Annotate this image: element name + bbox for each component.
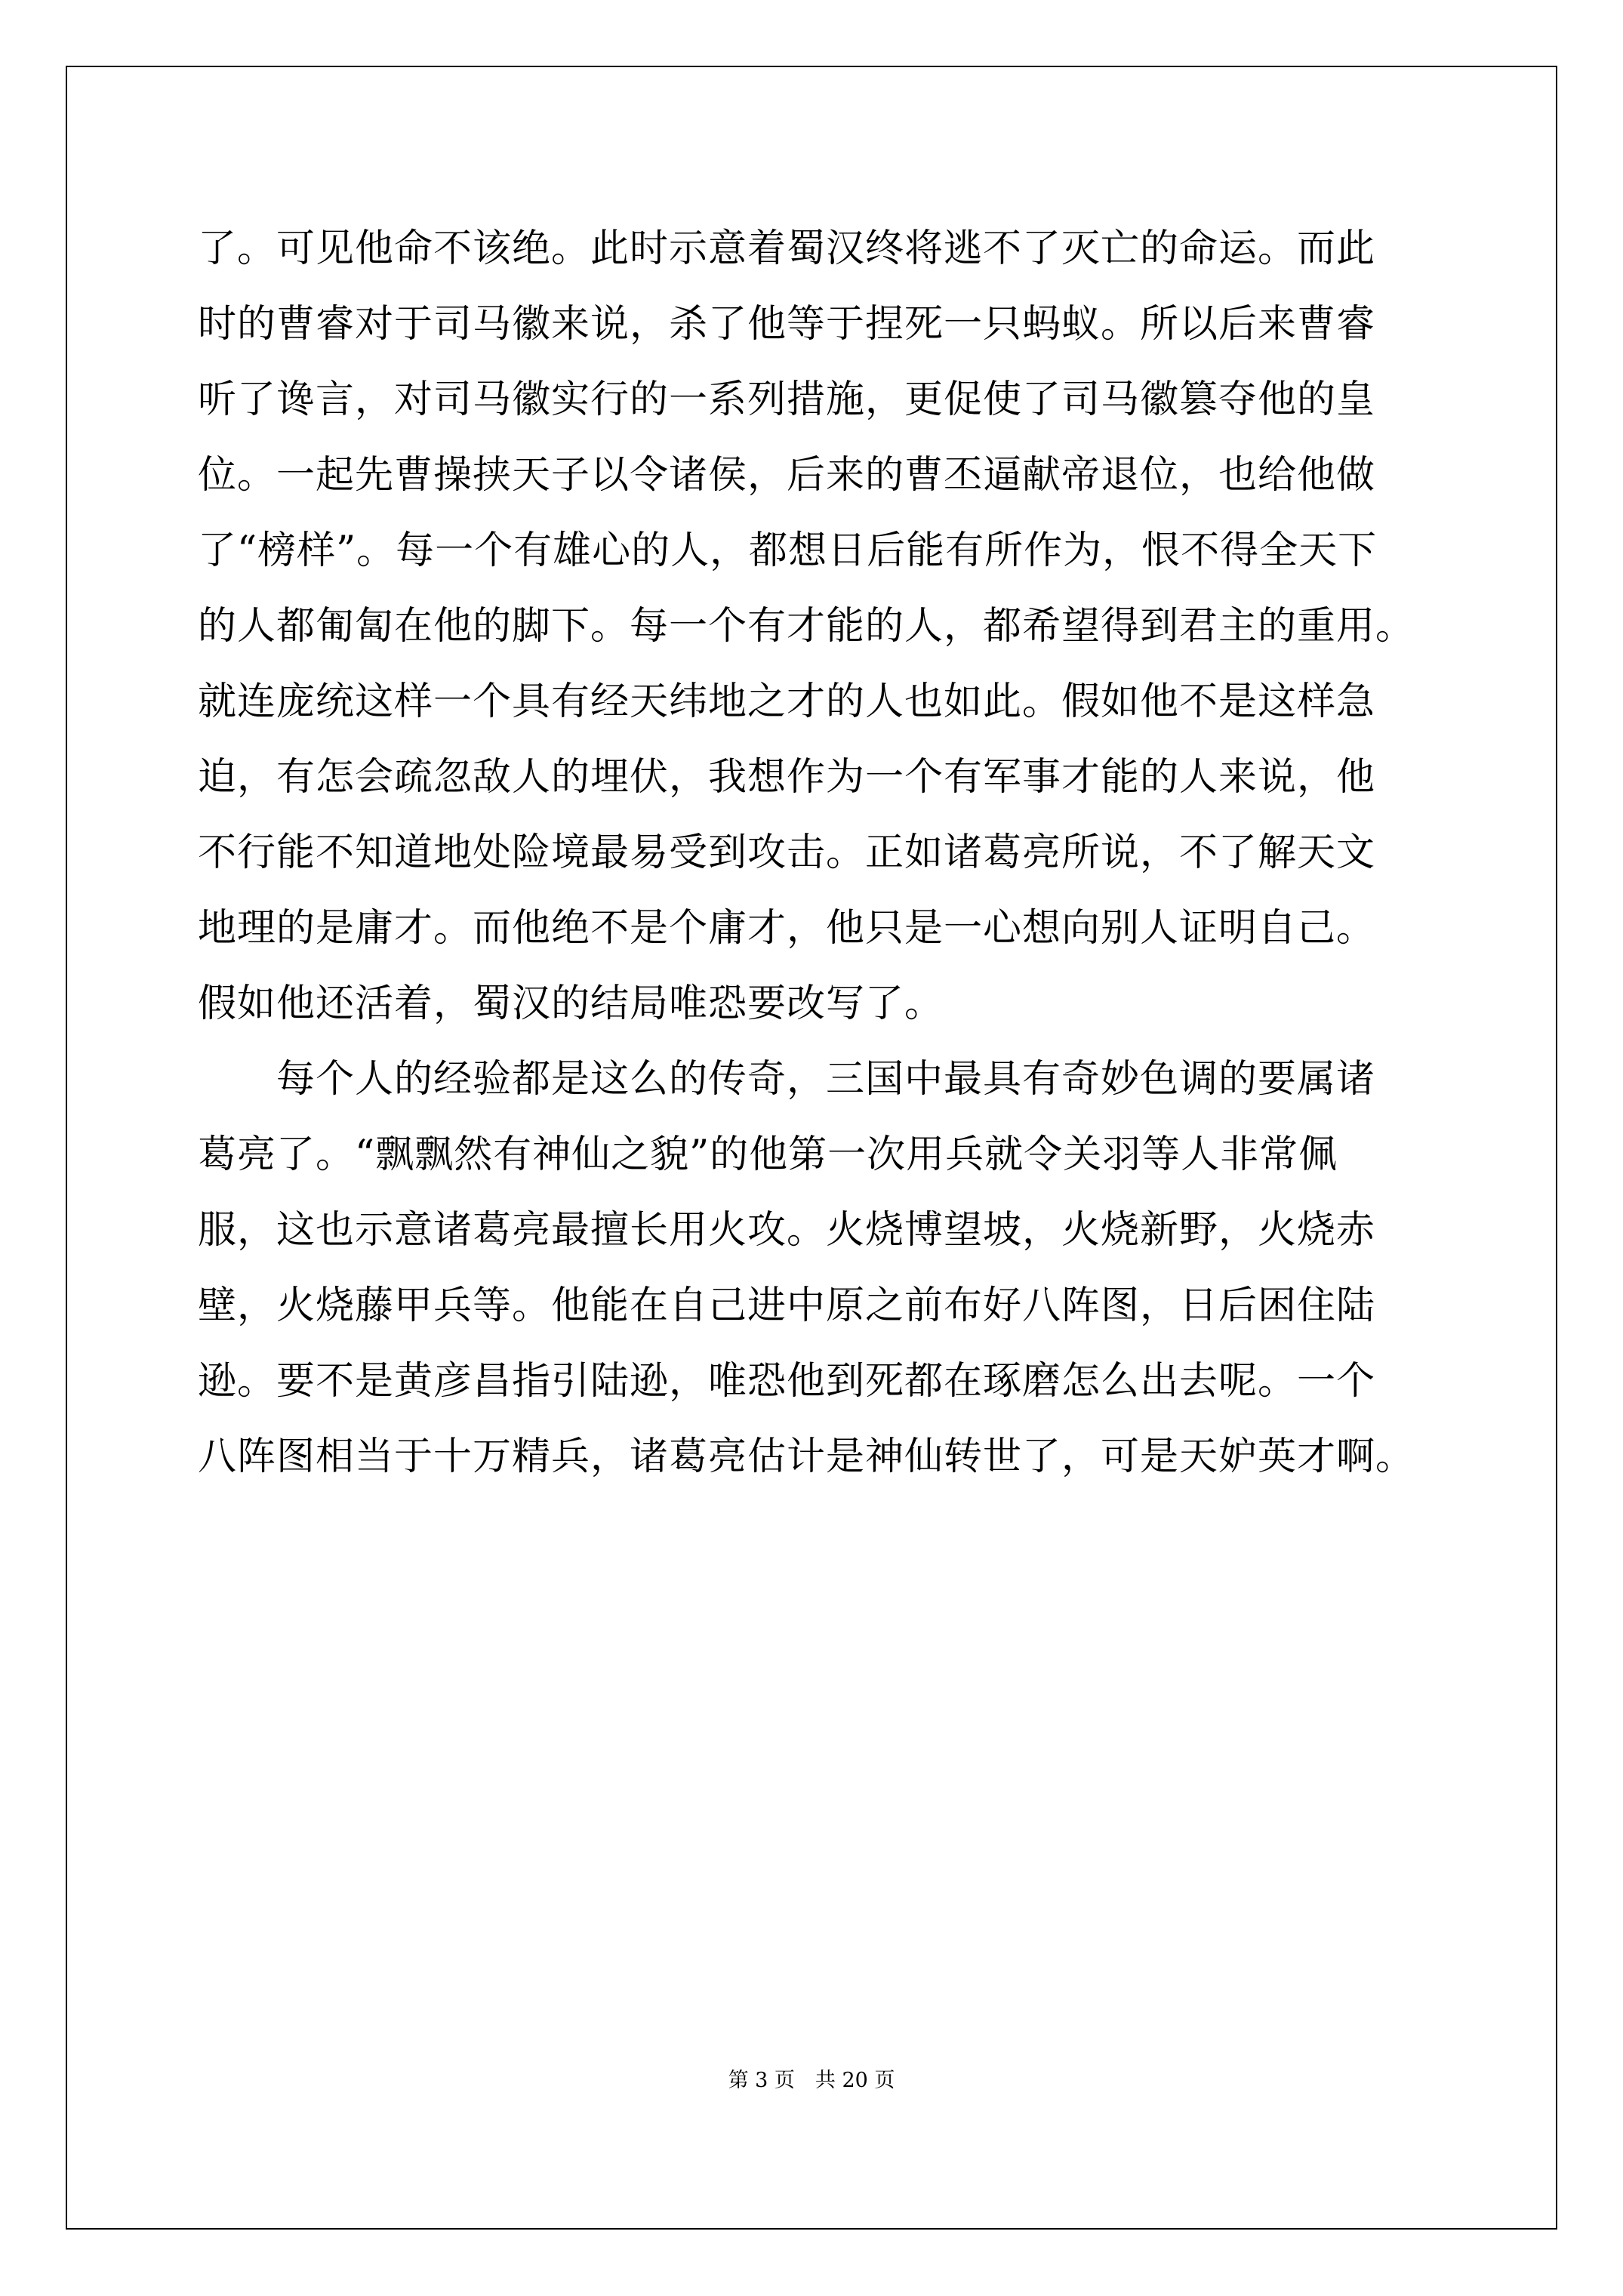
text-line: 壁，火烧藤甲兵等。他能在自己进中原之前布好八阵图，日后困住陆 xyxy=(198,1284,1376,1328)
text-line: 地理的是庸才。而他绝不是个庸才，他只是一心想向别人证明自己。 xyxy=(198,906,1376,951)
text-line: 就连庞统这样一个具有经天纬地之才的人也如此。假如他不是这样急 xyxy=(198,680,1376,724)
text-line: 听了谗言，对司马徽实行的一系列措施，更促使了司马徽篡夺他的皇 xyxy=(198,378,1376,422)
text-line: 时的曹睿对于司马徽来说，杀了他等于捏死一只蚂蚁。所以后来曹睿 xyxy=(198,302,1376,347)
text-line: 葛亮了。“飘飘然有神仙之貌”的他第一次用兵就令关羽等人非常佩 xyxy=(198,1133,1338,1177)
text-line: 了。可见他命不该绝。此时示意着蜀汉终将逃不了灭亡的命运。而此 xyxy=(198,227,1376,271)
text-line: 逊。要不是黄彦昌指引陆逊，唯恐他到死都在琢磨怎么出去呢。一个 xyxy=(198,1359,1376,1404)
text-line: 的人都匍匐在他的脚下。每一个有才能的人，都希望得到君主的重用。 xyxy=(198,604,1415,649)
text-line: 了“榜样”。每一个有雄心的人，都想日后能有所作为，恨不得全天下 xyxy=(198,529,1378,573)
text-line: 服，这也示意诸葛亮最擅长用火攻。火烧博望坡，火烧新野，火烧赤 xyxy=(198,1208,1376,1253)
text-line: 每个人的经验都是这么的传奇，三国中最具有奇妙色调的要属诸 xyxy=(198,1057,1376,1102)
text-line: 迫，有怎会疏忽敌人的埋伏，我想作为一个有军事才能的人来说，他 xyxy=(198,755,1376,800)
text-line: 位。一起先曹操挟天子以令诸侯，后来的曹丕逼献帝退位，也给他做 xyxy=(198,453,1376,498)
text-line: 假如他还活着，蜀汉的结局唯恐要改写了。 xyxy=(198,982,944,1026)
text-line: 不行能不知道地处险境最易受到攻击。正如诸葛亮所说，不了解天文 xyxy=(198,831,1376,875)
text-line: 八阵图相当于十万精兵，诸葛亮估计是神仙转世了，可是天妒英才啊。 xyxy=(198,1435,1415,1479)
page-number-footer: 第 3 页 共 20 页 xyxy=(728,2069,895,2092)
